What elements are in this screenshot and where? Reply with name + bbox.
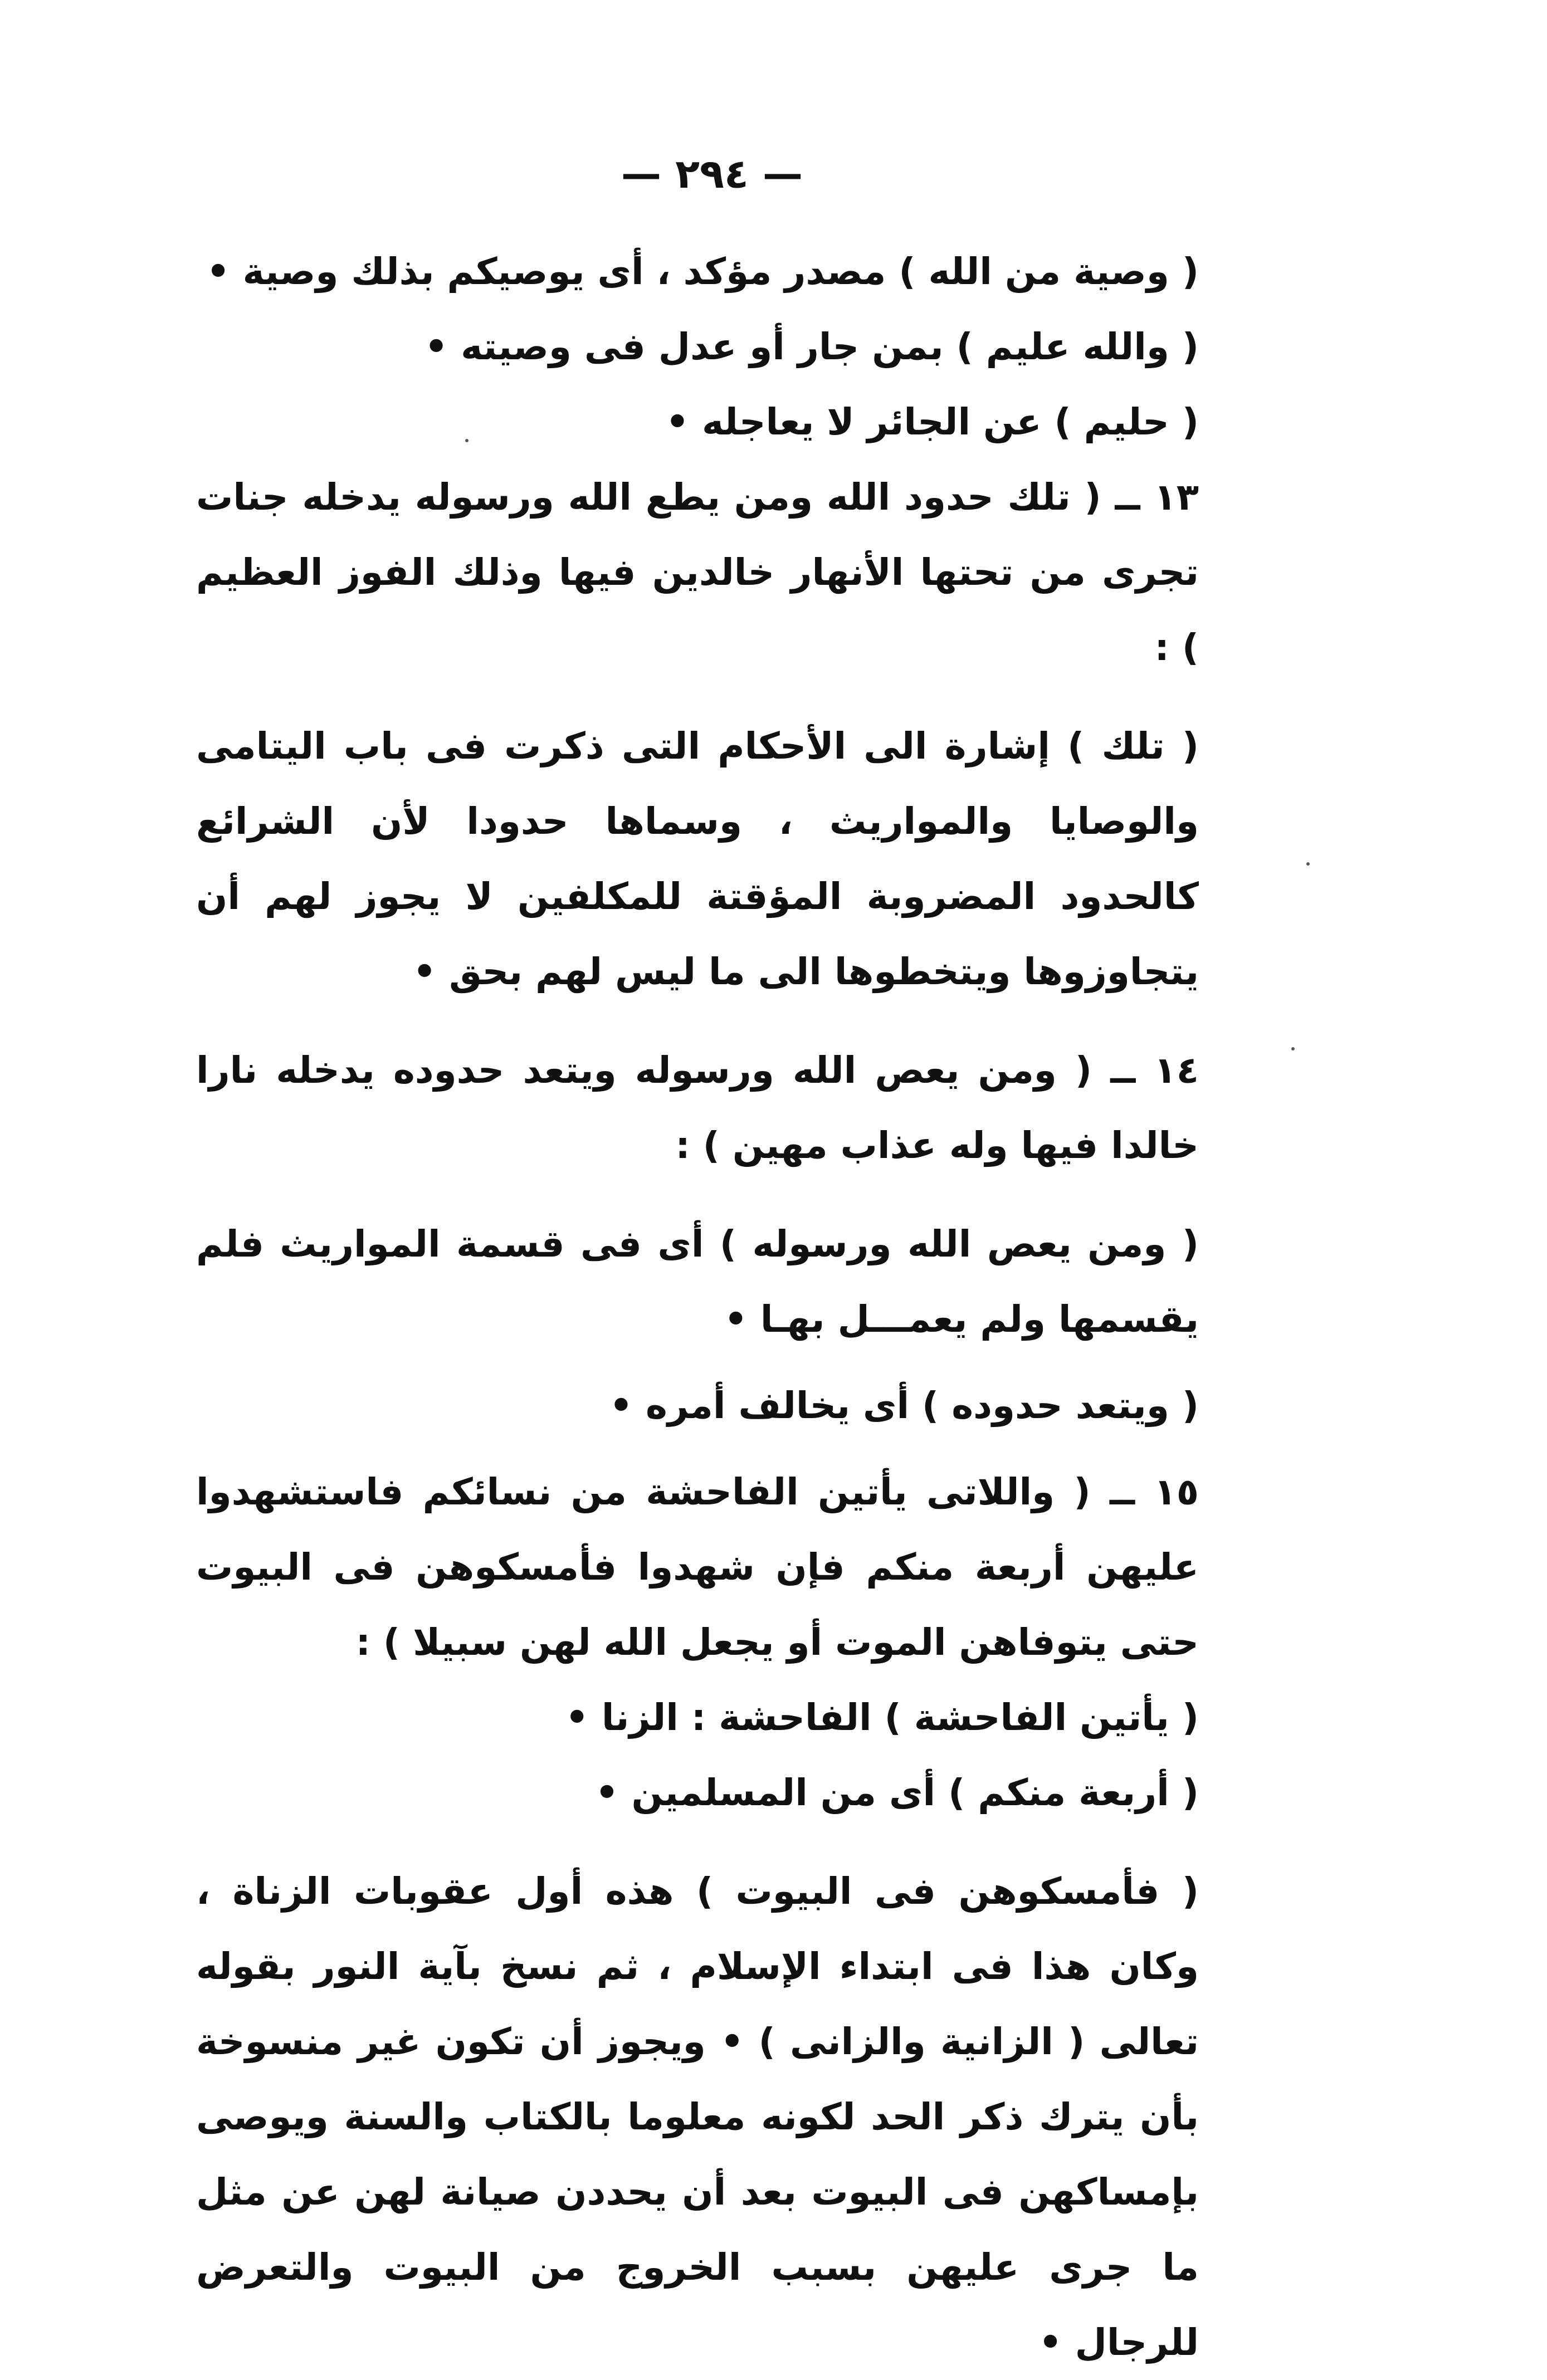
page-number: — ٢٩٤ — [621,150,803,197]
verse-14: ١٤ ــ ( ومن يعص الله ورسوله ويتعد حدوده يدخله نارا خالدا فيها وله عذاب مهين ) : [196,1049,1199,1167]
paragraph-11: ( أربعة منكم ) أى من المسلمين • [595,1771,1199,1814]
speck-mark [465,439,469,442]
verse-13: ١٣ ــ ( تلك حدود الله ومن يطع الله ورسوله يدخله جنات تجرى من تحتها الأنهار خالدين فيها وذلك الفوز العظيم ) : [196,476,1199,669]
page-body [196,234,1243,2380]
verse-15: ١٥ ــ ( واللاتى يأتين الفاحشة من نسائكم فاستشهدوا عليهن أربعة منكم فإن شهدوا فأمسكوهن فى البيوت حتى يتوفاهن الموت أو يجعل الله لهن سبيلا ) : [196,1470,1199,1664]
paragraph-2: ( والله عليم ) بمن جار أو عدل فى وصيته • [424,325,1199,368]
paragraph-5: ( تلك ) إشارة الى الأحكام التى ذكرت فى باب اليتامى والوصايا والمواريث ، وسماها حدودا لأن الشرائع كالحدود المضروبة المؤقتة للمكلفين لا يجوز لهم أن يتجاوزوها ويتخطوها الى ما ليس لهم بحق • [196,725,1199,993]
paragraph-7: ( ومن يعص الله ورسوله ) أى فى قسمة المواريث فلم يقسمها ولم يعمـــل بهـا • [196,1223,1199,1341]
paragraph-8: ( ويتعد حدوده ) أى يخالف أمره • [609,1384,1199,1427]
paragraph-3: ( حليم ) عن الجائر لا يعاجله • [665,400,1199,443]
speck-mark [1306,862,1310,866]
speck-mark [1291,1047,1295,1050]
paragraph-12: ( فأمسكوهن فى البيوت ) هذه أول عقوبات الزناة ، وكان هذا فى ابتداء الإسلام ، ثم نسخ بآية النور بقوله تعالى ( الزانية والزانى ) • ويجوز أن تكون غير منسوخة بأن يترك ذكر الحد لكونه معلوما بالكتاب والسنة ويوصى بإمساكهن فى البيوت بعد أن يحددن صيانة لهن عن مثل ما جرى عليهن بسبب الخروج من البيوت والتعرض للرجال • [196,1870,1199,2364]
paragraph-1: ( وصية من الله ) مصدر مؤكد ، أى يوصيكم بذلك وصية • [206,250,1199,293]
paragraph-10: ( يأتين الفاحشة ) الفاحشة : الزنا • [565,1696,1199,1739]
